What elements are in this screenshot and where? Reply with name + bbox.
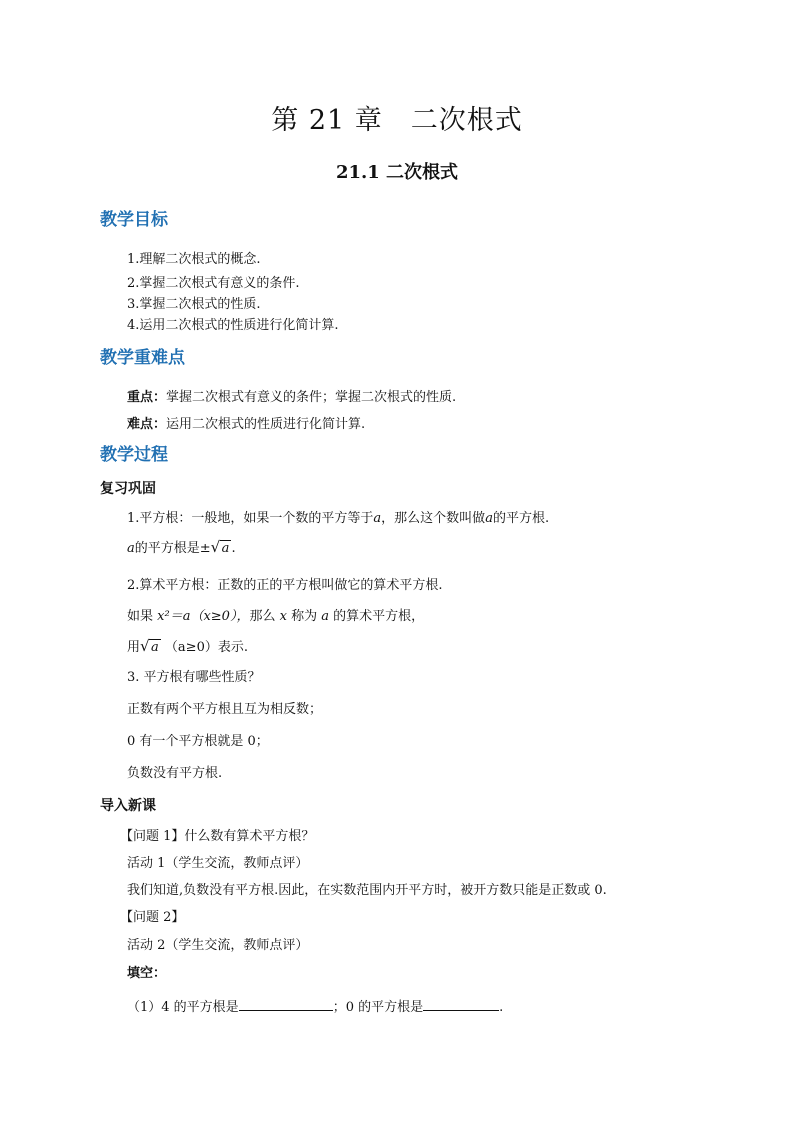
review-line-1: 1.平方根：一般地，如果一个数的平方等于a，那么这个数叫做a的平方根. <box>127 511 550 526</box>
difficulty-text: 运用二次根式的性质进行化简计算. <box>166 417 366 432</box>
review-line-5: 用 √ a （a≥0）表示. <box>127 637 248 655</box>
intro-heading: 导入新课 <box>100 798 156 814</box>
activity-1: 活动 1（学生交流，教师点评） <box>127 856 309 871</box>
review-line-6: 3. 平方根有哪些性质？ <box>127 670 261 685</box>
process-heading: 教学过程 <box>100 445 168 465</box>
goal-item: 2.掌握二次根式有意义的条件. <box>127 276 300 291</box>
sqrt-a: √ a <box>140 637 159 655</box>
review-line-9: 负数没有平方根. <box>127 766 223 781</box>
fill-label: 填空： <box>127 966 167 981</box>
goal-item: 1.理解二次根式的概念. <box>127 252 261 267</box>
review-line-4: 如果 x²＝a（x≥0），那么 x 称为 a 的算术平方根， <box>127 609 425 624</box>
goal-item: 4.运用二次根式的性质进行化简计算. <box>127 318 339 333</box>
review-line-8: 0 有一个平方根就是 0； <box>127 734 269 749</box>
question-1: 【问题 1】什么数有算术平方根？ <box>120 829 315 844</box>
fill-line: （1）4 的平方根是 ；0 的平方根是 . <box>127 1000 504 1015</box>
goals-heading: 教学目标 <box>100 210 168 230</box>
sqrt-a: √ a <box>210 538 230 556</box>
focus-text: 掌握二次根式有意义的条件；掌握二次根式的性质. <box>166 390 457 405</box>
answer-blank[interactable] <box>423 998 499 1011</box>
key-points-heading: 教学重难点 <box>100 348 185 368</box>
review-line-2: a的平方根是± √ a . <box>127 538 236 556</box>
difficulty-label: 难点： <box>127 417 167 432</box>
chapter-title: 第 21 章 二次根式 <box>271 105 523 136</box>
review-heading: 复习巩固 <box>100 481 156 497</box>
focus-line <box>127 386 456 405</box>
focus-label: 重点： <box>127 390 167 405</box>
answer-blank[interactable] <box>239 998 333 1011</box>
explanation: 我们知道,负数没有平方根.因此，在实数范围内开平方时，被开方数只能是正数或 0. <box>127 883 607 898</box>
difficulty-line <box>127 413 365 432</box>
review-line-3: 2.算术平方根：正数的正的平方根叫做它的算术平方根. <box>127 578 443 593</box>
goal-item: 3.掌握二次根式的性质. <box>127 297 261 312</box>
review-line-7: 正数有两个平方根且互为相反数； <box>127 702 323 717</box>
activity-2: 活动 2（学生交流，教师点评） <box>127 938 309 953</box>
section-title: 21.1 二次根式 <box>335 162 459 183</box>
question-2: 【问题 2】 <box>120 910 185 925</box>
